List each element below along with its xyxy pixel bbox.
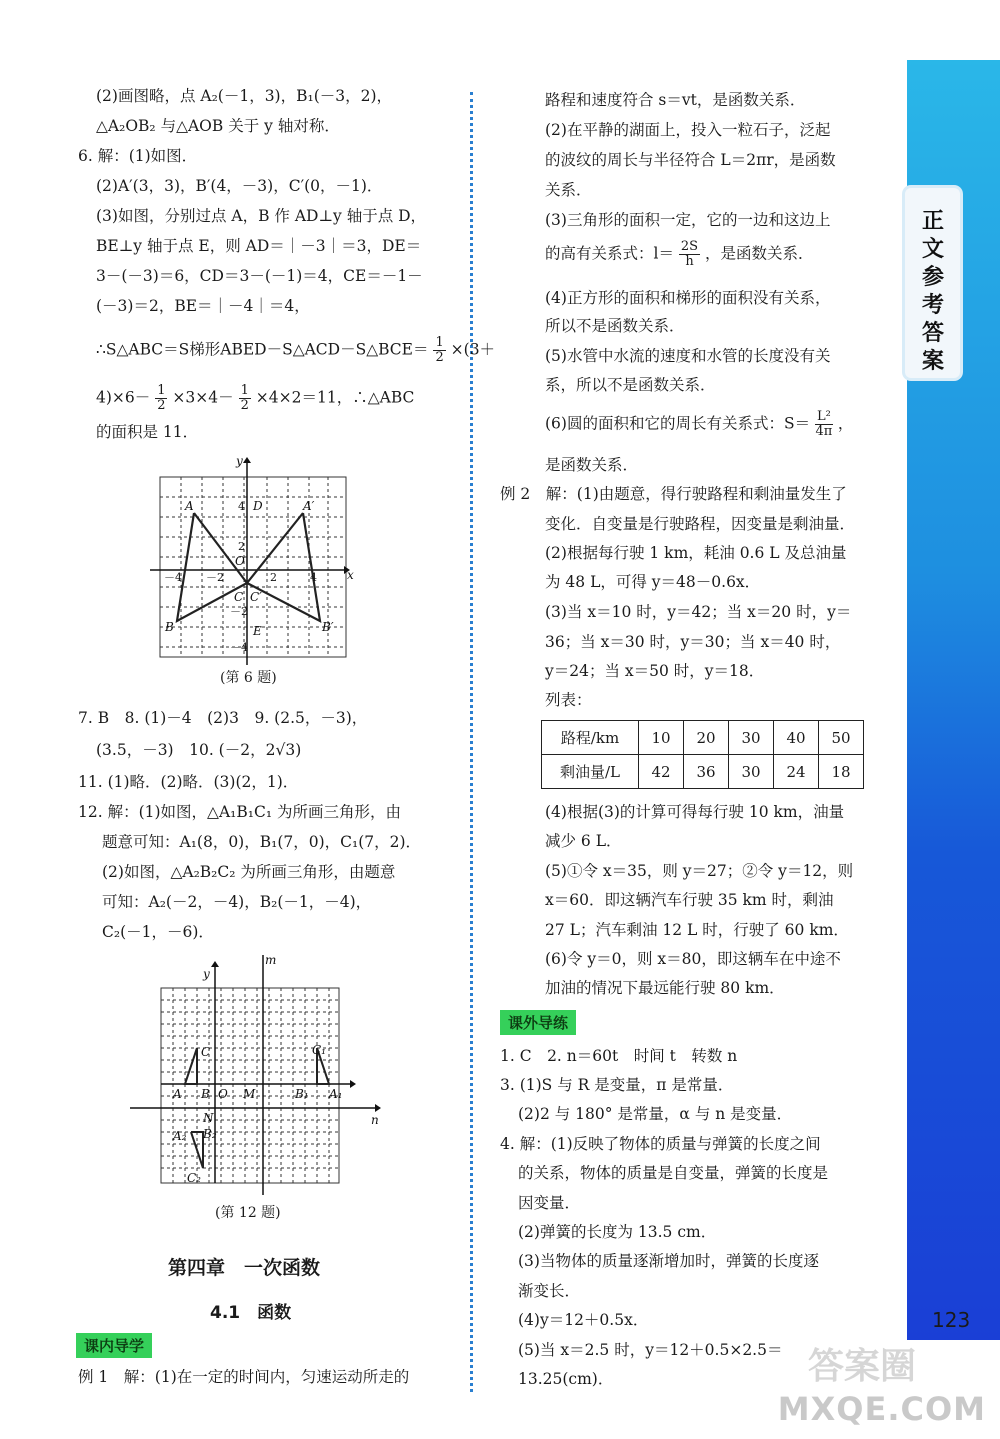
fig6-tick: －4 [164, 571, 182, 584]
text-line: (2)在平静的湖面上，投入一粒石子，泛起 [545, 121, 831, 139]
text-line: (4)正方形的面积和梯形的面积没有关系， [545, 289, 831, 307]
text-fragment: ∴S△ABC＝S梯形ABED－S△ACD－S△BCE＝ [96, 340, 429, 359]
fraction-2S-h: $\frac{2S}{h}$ [680, 239, 699, 269]
fig6-point-E: E [253, 624, 262, 638]
fig6-point-C: C [234, 590, 244, 604]
text-line: 所以不是函数关系． [545, 317, 685, 335]
text-line: 列表： [545, 691, 592, 709]
table-header-cell: 剩油量/L [542, 755, 639, 789]
text-line: 6. 解：(1)如图． [78, 147, 198, 165]
side-tab-label: 正文参考答案 [921, 209, 944, 374]
page-number: 123 [932, 1308, 971, 1332]
fraction-half: $\frac{1}{2}$ [157, 383, 166, 413]
fig6-tick: 2 [238, 540, 245, 553]
section-title: 4.1 函数 [210, 1303, 292, 1323]
badge-after-class: 课外导练 [500, 1010, 576, 1035]
text-line: 是函数关系． [545, 456, 639, 474]
answer-line: 可知：A₂(－2，－4)，B₂(－1，－4)， [102, 893, 372, 911]
fig12-point-B2: B₂ [203, 1127, 217, 1141]
text-line: (4)y＝12＋0.5x． [518, 1311, 649, 1329]
formula-line [545, 240, 814, 269]
text-line: 13.25(cm)． [518, 1370, 614, 1388]
fig6-point-A: A [185, 499, 194, 513]
text-fragment: 4)×6－ [96, 388, 151, 407]
text-line: 36；当 x＝30 时，y＝30；当 x＝40 时， [545, 633, 841, 651]
text-line: (3)当 x＝10 时，y＝42；当 x＝20 时，y＝ [545, 603, 852, 621]
text-line: (2)2 与 180° 是常量，α 与 n 是变量． [518, 1105, 793, 1123]
text-line: 3－(－3)＝6，CD＝3－(－1)＝4，CE＝－1－ [96, 267, 423, 285]
area-formula-line [96, 384, 414, 413]
fig6-tick: 4 [238, 500, 245, 513]
text-fragment: ×4×2＝11，∴△ABC [255, 388, 415, 407]
text-fragment: ×3×4－ [172, 388, 234, 407]
column-divider [470, 92, 473, 1392]
table-cell: 42 [639, 755, 684, 789]
fig6-axis-y: y [236, 455, 243, 468]
fig12-point-A: A [173, 1087, 182, 1101]
text-line: 路程和速度符合 s＝vt，是函数关系． [545, 91, 806, 109]
badge-in-class: 课内导学 [76, 1333, 152, 1358]
table-cell: 50 [819, 721, 864, 755]
answer-line: (3.5，－3) 10. (－2，2√3) [96, 741, 302, 759]
text-line: 3. (1)S 与 R 是变量，π 是常量． [500, 1076, 734, 1094]
fig12-point-O: O [218, 1087, 228, 1101]
side-tab-card [905, 188, 960, 378]
figure-6 [150, 455, 370, 665]
table-cell: 30 [729, 721, 774, 755]
text-line: △A₂OB₂ 与△AOB 关于 y 轴对称． [96, 117, 340, 135]
answer-line: 7. B 8. (1)－4 (2)3 9. (2.5，－3)， [78, 709, 368, 727]
fig12-point-M: M [243, 1087, 256, 1101]
text-line: 因变量． [518, 1194, 581, 1212]
table-cell: 20 [684, 721, 729, 755]
fig12-axis-n: n [371, 1113, 379, 1127]
fig6-tick: －4 [230, 641, 248, 654]
text-line: (4)根据(3)的计算可得每行驶 10 km，油量 [545, 803, 845, 821]
watermark-bottom: MXQE.COM [777, 1390, 986, 1428]
text-line: 变化．自变量是行驶路程，因变量是剩油量． [545, 515, 856, 533]
table-row [542, 721, 864, 755]
text-line: (2)画图略，点 A₂(－1，3)，B₁(－3，2)， [96, 87, 393, 105]
figure-12-caption: (第 12 题) [215, 1205, 281, 1221]
table-cell: 24 [774, 755, 819, 789]
text-line: (2)A′(3，3)，B′(4，－3)，C′(0，－1)． [96, 177, 383, 195]
fraction-half: $\frac{1}{2}$ [240, 383, 249, 413]
text-fragment: ，是函数关系． [705, 244, 814, 263]
chapter-title: 第四章 一次函数 [168, 1257, 321, 1279]
text-line: BE⊥y 轴于点 E，则 AD＝｜－3｜＝3，DE＝ [96, 237, 422, 255]
distance-fuel-table [541, 720, 864, 789]
text-line: 的面积是 11． [96, 423, 199, 441]
answer-line: C₂(－1，－6)． [102, 923, 214, 941]
text-line: (3)三角形的面积一定，它的一边和这边上 [545, 211, 831, 229]
fig12-point-C1: C₁ [312, 1043, 326, 1057]
fig12-axis-y: y [203, 967, 210, 981]
text-line: 系，所以不是函数关系． [545, 376, 716, 394]
text-line: (－3)＝2，BE＝｜－4｜＝4， [96, 297, 310, 315]
text-line: (5)水管中水流的速度和水管的长度没有关 [545, 347, 831, 365]
example-2-line: 例 2 解：(1)由题意，得行驶路程和剩油量发生了 [500, 485, 847, 503]
table-header-cell: 路程/km [542, 721, 639, 755]
text-line: (6)令 y＝0，则 x＝80，即这辆车在中途不 [545, 950, 841, 968]
fig12-point-C: C [201, 1045, 211, 1059]
text-line: 27 L；汽车剩油 12 L 时，行驶了 60 km． [545, 921, 849, 939]
fig6-point-O: O [235, 554, 245, 568]
fig6-tick: －2 [206, 571, 224, 584]
text-line: (5)当 x＝2.5 时，y＝12＋0.5×2.5＝ [518, 1341, 783, 1359]
text-line: (3)如图，分别过点 A，B 作 AD⊥y 轴于点 D， [96, 207, 427, 225]
fig6-tick: －2 [230, 605, 248, 618]
watermark-top: 答案圈 [808, 1346, 917, 1387]
fig12-axis-m: m [265, 953, 277, 967]
table-cell: 40 [774, 721, 819, 755]
text-fragment: (6)圆的面积和它的周长有关系式：S＝ [545, 414, 811, 433]
fig6-point-D: D [253, 499, 263, 513]
fig6-point-C1: C′ [250, 590, 262, 604]
table-cell: 36 [684, 755, 729, 789]
table-cell: 10 [639, 721, 684, 755]
text-line: x＝60．即这辆汽车行驶 35 km 时，剩油 [545, 891, 834, 909]
text-fragment: ×(3＋ [450, 340, 496, 359]
text-line: 1. C 2. n＝60t 时间 t 转数 n [500, 1047, 738, 1065]
fig12-point-B1: B₁ [295, 1087, 309, 1101]
text-fragment: 的高有关系式：l＝ [545, 244, 674, 263]
text-line: 加油的情况下最远能行驶 80 km． [545, 979, 785, 997]
text-line: 关系． [545, 181, 592, 199]
formula-line [545, 410, 853, 439]
answer-line: 12. 解：(1)如图，△A₁B₁C₁ 为所画三角形，由 [78, 803, 401, 821]
answer-line: 题意可知：A₁(8，0)，B₁(7，0)，C₁(7，2)． [102, 833, 422, 851]
fig12-point-A2: A₂ [173, 1129, 187, 1143]
fraction-L2-4pi: $\frac{\text{L²}}{4\pi}$ [815, 409, 833, 439]
text-line: 4. 解：(1)反映了物体的质量与弹簧的长度之间 [500, 1135, 821, 1153]
text-line: 渐变长． [518, 1282, 581, 1300]
fig12-point-A1: A₁ [329, 1087, 343, 1101]
area-formula-line [96, 336, 495, 365]
fig12-point-C2: C₂ [187, 1171, 201, 1185]
fig12-point-B: B [201, 1087, 210, 1101]
fig12-point-N: N [203, 1111, 214, 1125]
table-cell: 30 [729, 755, 774, 789]
text-line: 的波纹的周长与半径符合 L＝2πr，是函数 [545, 151, 836, 169]
text-line: (2)弹簧的长度为 13.5 cm． [518, 1223, 717, 1241]
text-line: 减少 6 L． [545, 832, 622, 850]
answer-line: (2)如图，△A₂B₂C₂ 为所画三角形，由题意 [102, 863, 396, 881]
text-line: (2)根据每行驶 1 km，耗油 0.6 L 及总油量 [545, 544, 847, 562]
fig6-tick: 4 [310, 571, 317, 584]
table-row [542, 755, 864, 789]
fraction-half: $\frac{1}{2}$ [435, 335, 444, 365]
text-line: 为 48 L，可得 y＝48－0.6x． [545, 573, 761, 591]
figure-6-caption: (第 6 题) [220, 670, 277, 686]
text-line: (3)当物体的质量逐渐增加时，弹簧的长度逐 [518, 1252, 819, 1270]
fig6-point-A1: A′ [303, 499, 315, 513]
example-1-line: 例 1 解：(1)在一定的时间内，匀速运动所走的 [78, 1368, 410, 1386]
figure-12 [125, 950, 390, 1195]
fig6-point-B1: B′ [322, 620, 334, 634]
text-line: (5)①令 x＝35，则 y＝27；②令 y＝12，则 [545, 862, 854, 880]
text-line: 的关系，物体的质量是自变量，弹簧的长度是 [518, 1164, 829, 1182]
answer-line: 11. (1)略．(2)略．(3)(2，1)． [78, 773, 299, 791]
text-fragment: ， [837, 414, 854, 433]
fig6-tick: 2 [270, 571, 277, 584]
fig6-point-B: B [165, 620, 174, 634]
fig6-axis-x: x [347, 568, 354, 582]
table-cell: 18 [819, 755, 864, 789]
text-line: y＝24；当 x＝50 时，y＝18． [545, 662, 765, 680]
